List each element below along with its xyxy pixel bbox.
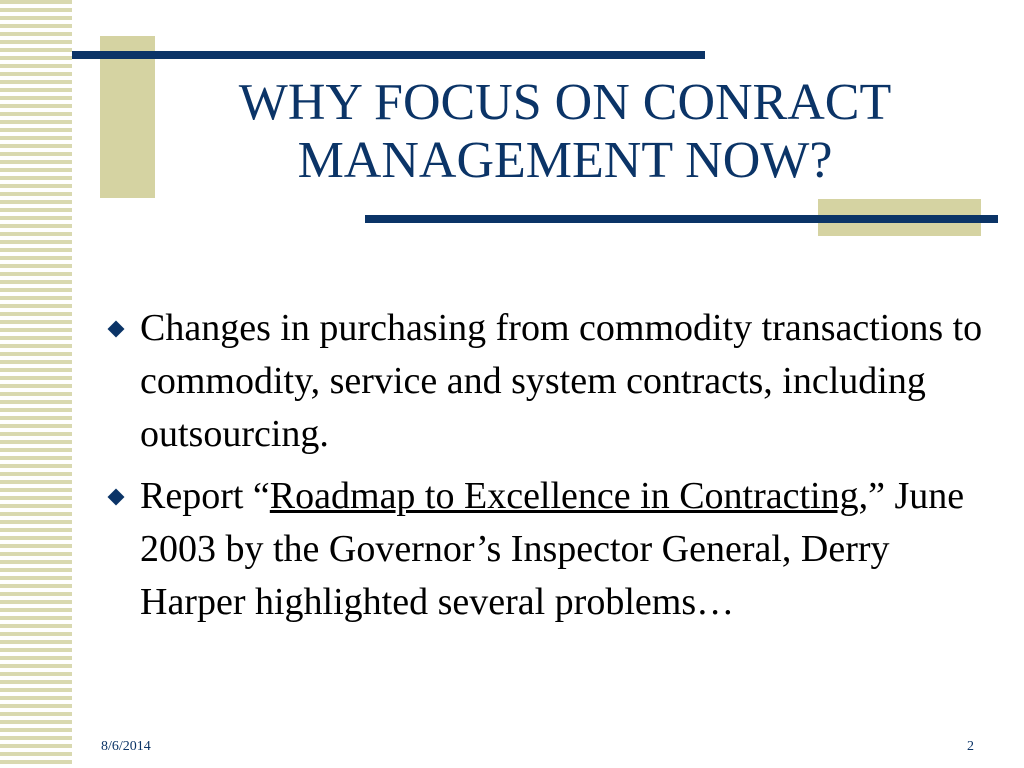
decorative-stripes <box>0 0 72 768</box>
diamond-bullet-icon <box>108 489 125 506</box>
bullet-item <box>110 302 990 461</box>
footer-date: 8/6/2014 <box>101 739 151 754</box>
slide-title <box>160 74 970 190</box>
bullet-list <box>110 302 990 638</box>
slide-title-line-2: MANAGEMENT NOW? <box>297 132 833 189</box>
title-rule-top <box>72 51 705 59</box>
bullet-text-suffix: ,” June 2003 by the Governor’s Inspector General, Derry Harper highlighted several problems… <box>140 475 965 623</box>
bullet-text: Changes in purchasing from commodity transactions to commodity, service and system contracts, including outsourcing. <box>140 307 983 455</box>
bullet-item <box>110 470 990 629</box>
bullet-text-prefix: Report “ <box>140 475 270 517</box>
title-rule-bottom <box>365 215 998 223</box>
accent-block-left <box>100 36 155 198</box>
slide-title-line-1: WHY FOCUS ON CONRACT <box>238 74 892 131</box>
diamond-bullet-icon <box>108 321 125 338</box>
page-number: 2 <box>967 739 974 754</box>
report-link[interactable]: Roadmap to Excellence in Contracting <box>269 475 859 517</box>
